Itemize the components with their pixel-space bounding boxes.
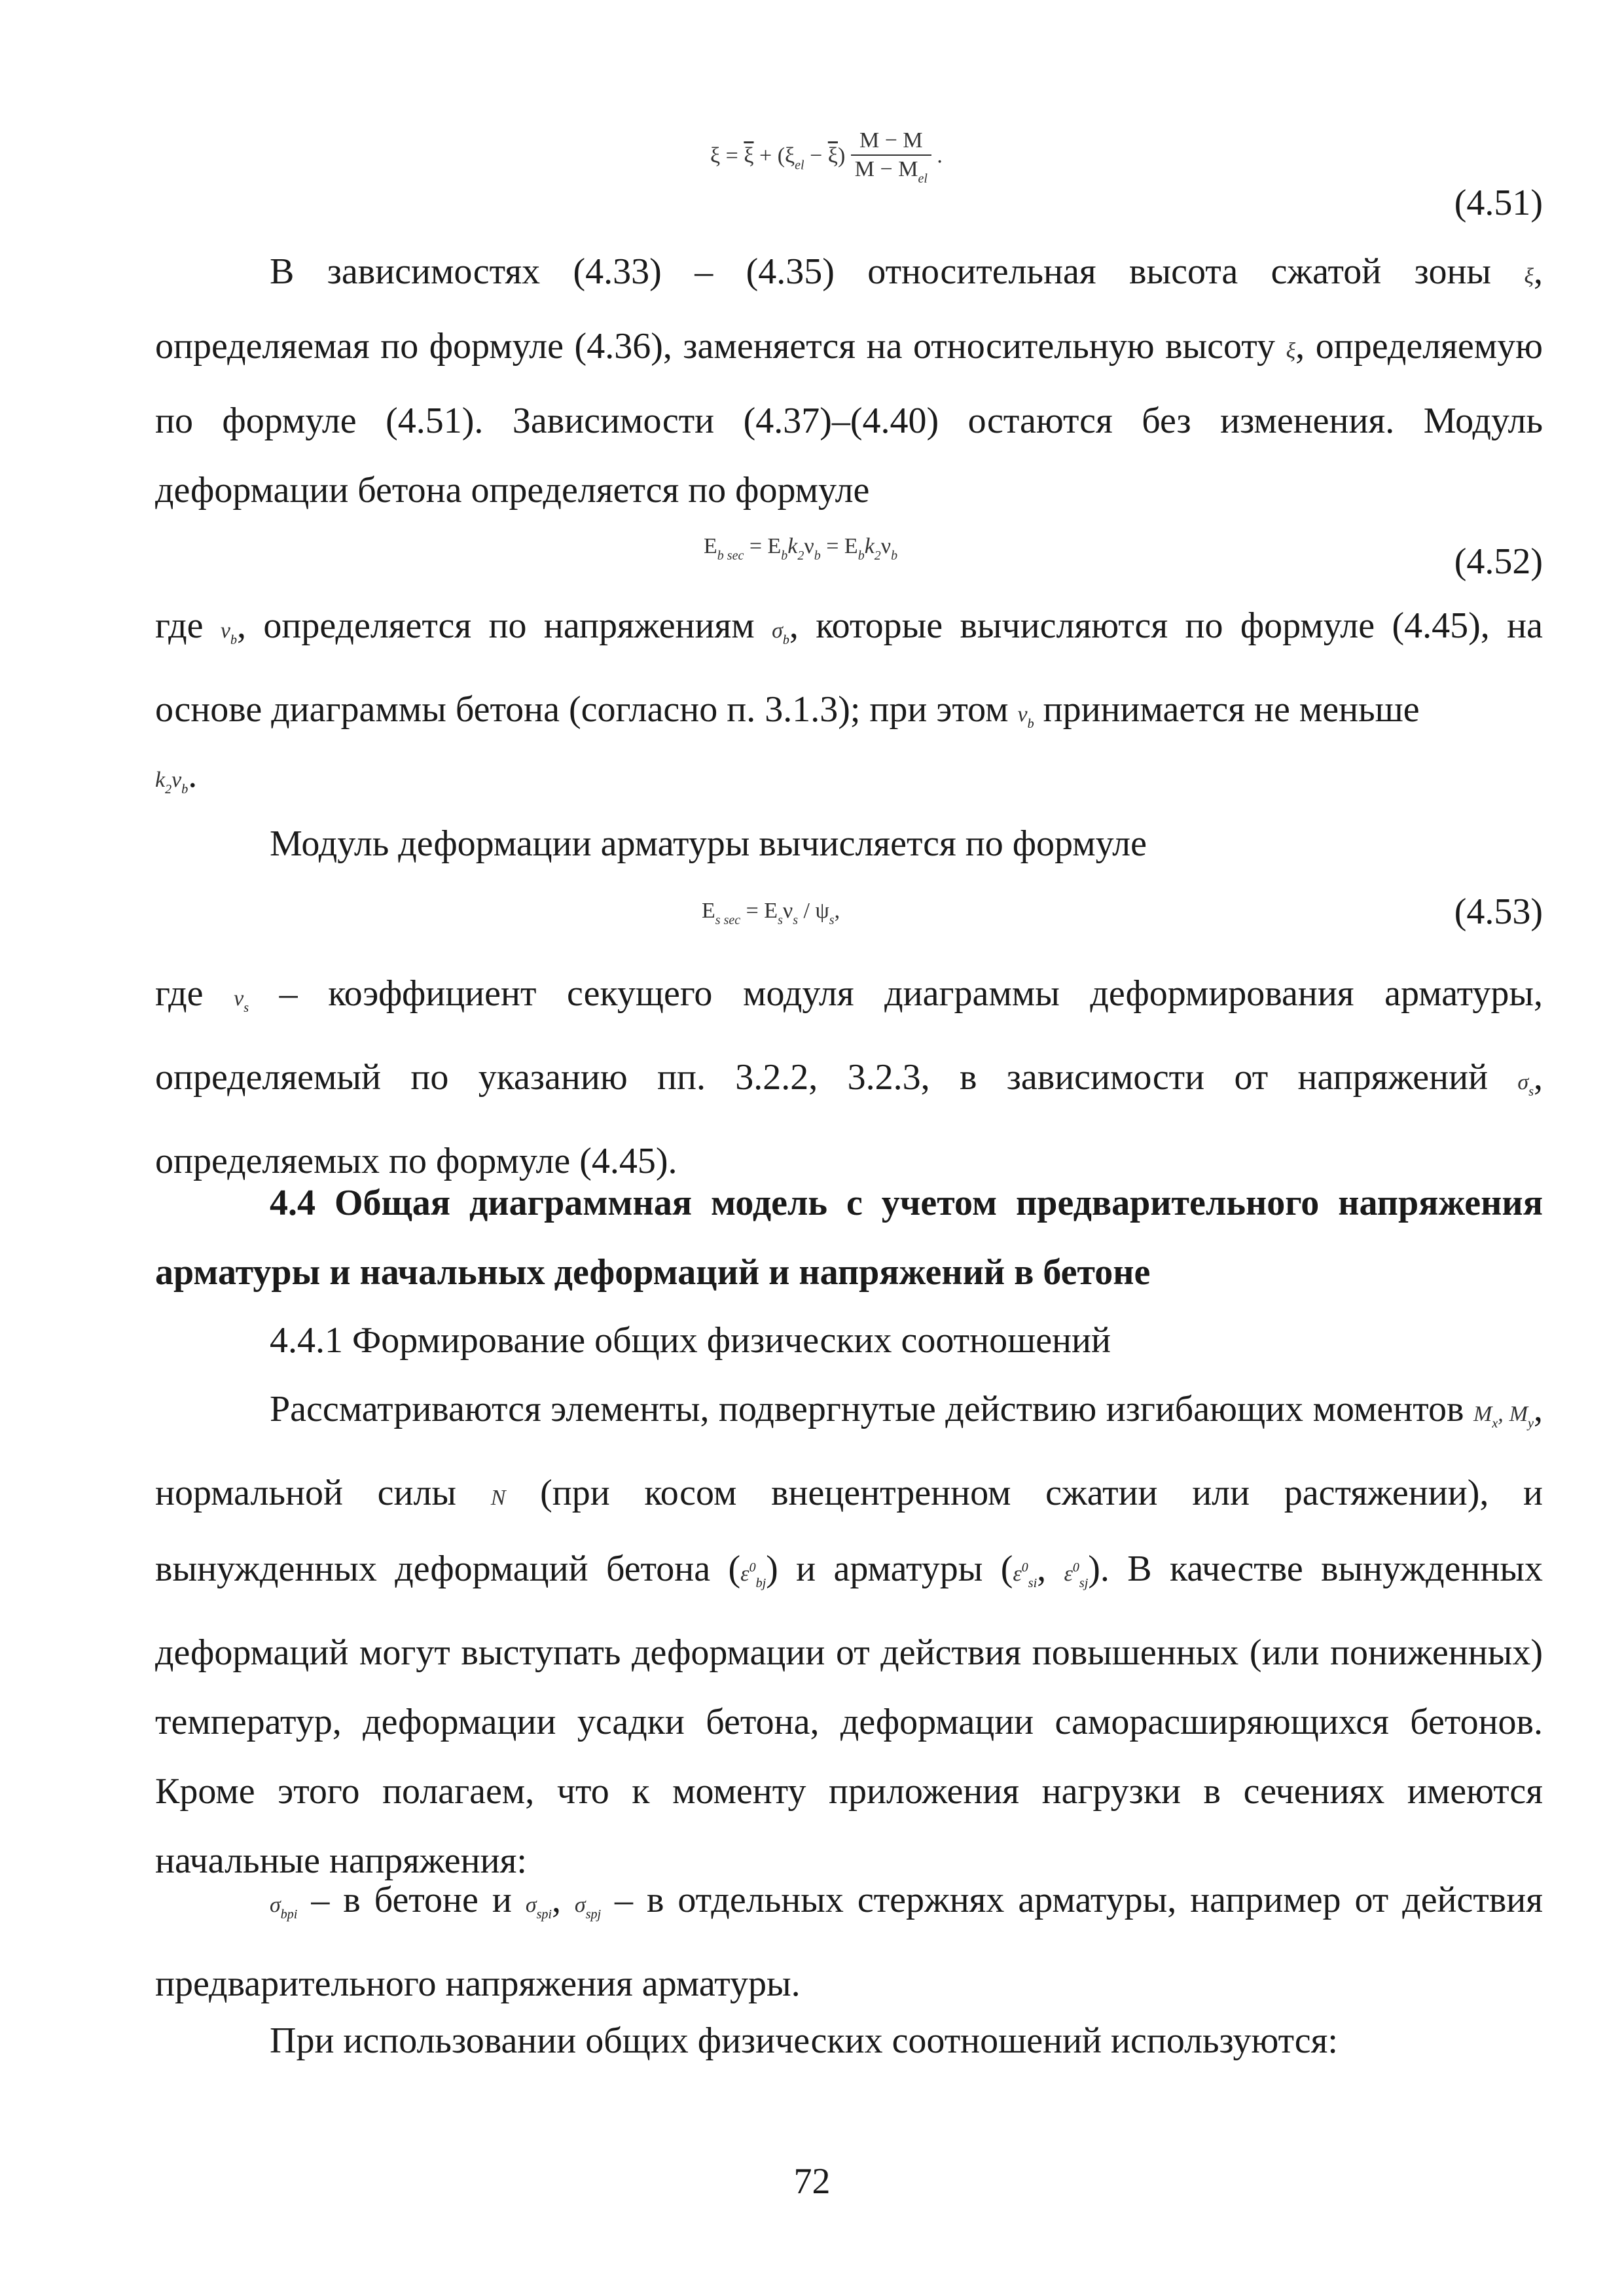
formula-4-52: $E_{b sec} = E_bk_2\nu_b = E_bk_2\nu_b$ (704, 534, 898, 563)
paragraph-initial-stress: $\sigma_{bpi}$ – в бетоне и $\sigma_{spi}$, $\sigma_{spj}$ – в отдельных стержнях арматуры, например от действия предварительного напряжения арматуры. (155, 1880, 1543, 2004)
subsection-heading: 4.4.1 Формирование общих физических соотношений (270, 1320, 1111, 1361)
paragraph-usage: При использовании общих физических соотношений используются: (270, 2020, 1338, 2061)
fraction: $\frac{M - M}{M - M_{el}}$ (851, 130, 931, 185)
equation-number-4-51: (4.51) (1454, 183, 1543, 223)
paragraph-nu-s: где $\nu_s$ – коэффициент секущего модуля диаграммы деформирования арматуры, определяемый по указанию пп. 3.2.2, 3.2.3, в зависимости от напряжений $\sigma_s$, определяемых по формуле (4.45). (155, 973, 1543, 1181)
equation-number-4-52: (4.52) (1454, 541, 1543, 582)
section-heading: 4.4 Общая диаграммная модель с учетом предварительного напряжения арматуры и начальных деформаций и напряжений в бетоне (155, 1183, 1543, 1293)
paragraph-rebar-modulus: Модуль деформации арматуры вычисляется по формуле (270, 823, 1147, 864)
formula-4-51: $\xi = \overline{\xi} + (\xi_{el} - \overline{\xi})$ $\frac{M - M}{M - M_{el}}$ . (710, 128, 943, 186)
paragraph-nu-b-tail: $k_2\nu_b$. (155, 755, 198, 797)
paragraph-zone-height: В зависимостях (4.33) – (4.35) относительная высота сжатой зоны ξ, определяемая по формуле (4.36), заменяется на относительную высоту ξ, определяемую по формуле (4.51). Зависимости (4.37)–(4.40) остаются без изменения. Модуль деформации бетона определяется по формуле (155, 251, 1543, 511)
equation-number-4-53: (4.53) (1454, 891, 1543, 932)
paragraph-nu-b: где $\nu_b$, определяется по напряжениям $\sigma_b$, которые вычисляются по формуле (4.45), на основе диаграммы бетона (согласно п. 3.1.3); при этом $\nu_b$ принимается не меньше (155, 605, 1543, 731)
page-number: 72 (793, 2161, 831, 2202)
paragraph-elements: Рассматриваются элементы, подвергнутые действию изгибающих моментов $M_x$, $M_y$, нормальной силы N (при косом внецентренном сжатии или растяжении), и вынужденных деформаций бетона $(\varepsilon^0_{bj})$ и арматуры ($\varepsilon^0_{si}$, $\varepsilon^0_{sj}$). В качестве вынужденных деформаций могут выступать деформации от действия повышенных (или пониженных) температур, деформации усадки бетона, деформации саморасширяющихся бетонов. Кроме этого полагаем, что к моменту приложения нагрузки в сечениях имеются начальные напряжения: (155, 1389, 1543, 1881)
formula-4-53: $E_{s sec} = E_s\nu_s / \psi_s$, (702, 899, 840, 927)
